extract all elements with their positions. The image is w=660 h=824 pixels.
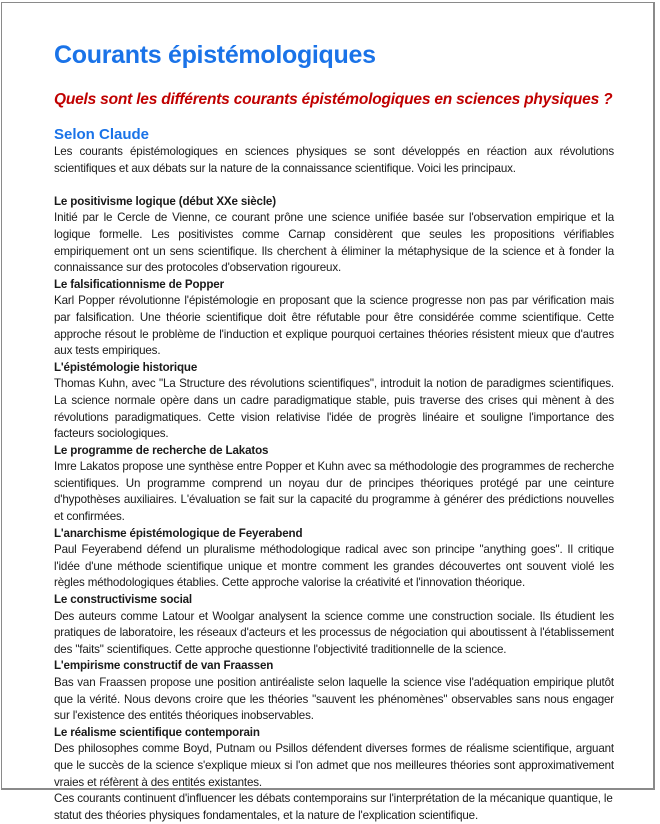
current-heading: L'épistémologie historique [54, 360, 198, 374]
question-heading: Quels sont les différents courants épistémologiques en sciences physiques ? [54, 91, 613, 108]
current-text: Des philosophes comme Boyd, Putnam ou Psillos défendent diverses formes de réalisme scientifique, arguant que le succès de la science s'explique mieux si l'on admet que nos meilleures théories sont approximativement vraies et réfèrent à des entités existantes. [54, 742, 614, 789]
current-positivism [54, 194, 614, 277]
current-text: Thomas Kuhn, avec "La Structure des révolutions scientifiques", introduit la notion de paradigmes scientifiques. La science normale opère dans un cadre paradigmatique stable, puis traverse des crises qui mènent à des révolutions paradigmatiques. Cette vision relativise l'idée de progrès linéaire et souligne l'importance des facteurs sociologiques. [54, 377, 614, 441]
current-text: Initié par le Cercle de Vienne, ce courant prône une science unifiée basée sur l'observation empirique et la logique formelle. Les positivistes comme Carnap considèrent que seules les propositions vérifiables empiriquement ont un sens scientifique. Ils cherchent à éliminer la métaphysique de la science et à fonder la connaissance sur des protocoles d'observation rigoureux. [54, 211, 614, 275]
current-heading: Le positivisme logique (début XXe siècle) [54, 194, 276, 208]
current-kuhn [54, 360, 614, 443]
current-heading: L'anarchisme épistémologique de Feyerabend [54, 526, 303, 540]
current-realism [54, 725, 614, 791]
current-constructivism [54, 592, 614, 658]
current-text: Imre Lakatos propose une synthèse entre Popper et Kuhn avec sa méthodologie des programmes de recherche scientifiques. Un programme comprend un noyau dur de principes théoriques protégé par une ceinture d'hypothèses auxiliaires. L'évaluation se fait sur la capacité du programme à générer des prédictions nouvelles et confirmées. [54, 460, 614, 524]
document-content [54, 39, 614, 824]
current-feyerabend [54, 526, 614, 592]
current-van-fraassen [54, 658, 614, 724]
current-heading: Le réalisme scientifique contemporain [54, 725, 260, 739]
document-page [1, 2, 655, 822]
current-heading: Le programme de recherche de Lakatos [54, 443, 269, 457]
current-heading: Le falsificationnisme de Popper [54, 277, 224, 291]
current-text: Des auteurs comme Latour et Woolgar analysent la science comme une construction sociale. Ils étudient les pratiques de laboratoire, les réseaux d'acteurs et les processus de négociation qui aboutissent à l'établissement des "faits" scientifiques. Cette approche questionne l'objectivité traditionnelle de la science. [54, 609, 614, 656]
current-heading: Le constructivisme social [54, 593, 193, 607]
current-lakatos [54, 443, 614, 526]
current-text: Bas van Fraassen propose une position antiréaliste selon laquelle la science vise l'adéquation empirique plutôt que la vérité. Nous devons croire que les théories "sauvent les phénomènes" observables sans nous engager sur l'existence des entités théoriques inobservables. [54, 676, 614, 723]
current-popper [54, 277, 614, 360]
current-text: Karl Popper révolutionne l'épistémologie en proposant que la science progresse non pas par vérification mais par falsification. Une théorie scientifique doit être réfutable pour être considérée comme scientifique. Cette approche résout le problème de l'induction et explique pourquoi certaines théories résistent mieux que d'autres aux tests empiriques. [54, 294, 614, 358]
intro-paragraph: Les courants épistémologiques en sciences physiques se sont développés en réaction aux révolutions scientifiques et aux débats sur la nature de la connaissance scientifique. Voici les principaux. [54, 145, 614, 175]
current-text: Paul Feyerabend défend un pluralisme méthodologique radical avec son principe "anything goes". Il critique l'idée d'une méthode scientifique unique et montre comment les grandes découvertes ont souvent violé les règles méthodologiques établies. Cette approche valorise la créativité et l'innovation théorique. [54, 543, 614, 590]
current-heading: L'empirisme constructif de van Fraassen [54, 659, 274, 673]
conclusion-paragraph: Ces courants continuent d'influencer les débats contemporains sur l'interprétation de la mécanique quantique, le statut des théories physiques fondamentales, et la nature de l'explication scientifique. [54, 792, 613, 822]
section-heading: Selon Claude [54, 126, 150, 143]
page-title: Courants épistémologiques [54, 41, 376, 69]
